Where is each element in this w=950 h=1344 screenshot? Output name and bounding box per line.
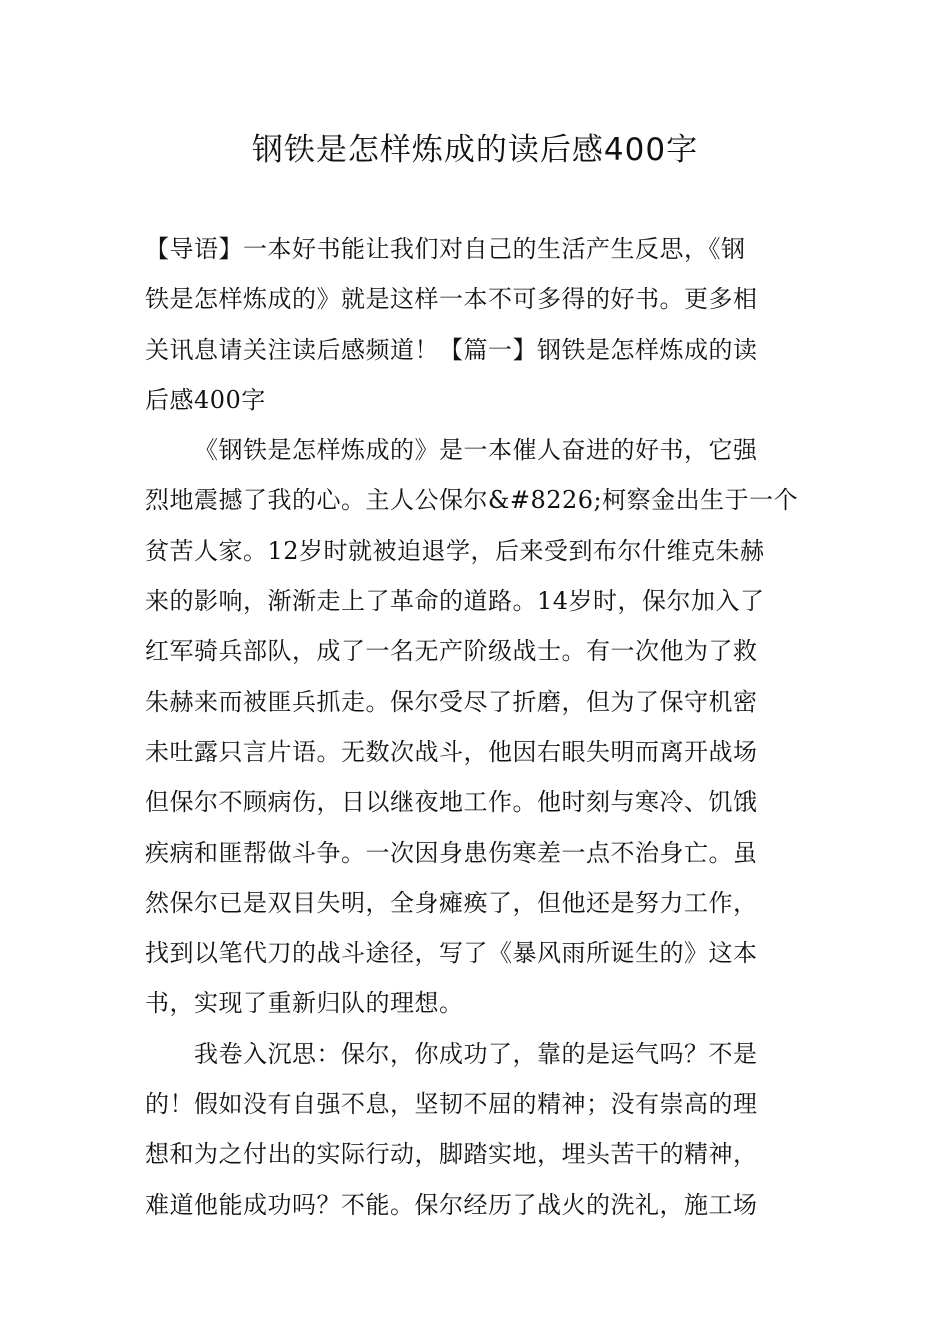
text-line: 但保尔不顾病伤，日以继夜地工作。他时刻与寒冷、饥饿 <box>145 788 758 817</box>
document-title: 钢铁是怎样炼成的读后感400字 <box>251 132 699 168</box>
text-line: 想和为之付出的实际行动，脚踏实地，埋头苦干的精神， <box>145 1140 758 1169</box>
text-line: 难道他能成功吗？不能。保尔经历了战火的洗礼，施工场 <box>145 1190 758 1219</box>
text-line: 然保尔已是双目失明，全身瘫痪了，但他还是努力工作， <box>145 888 758 917</box>
text-line: 红军骑兵部队，成了一名无产阶级战士。有一次他为了救 <box>145 637 758 666</box>
text-line: 贫苦人家。12岁时就被迫退学，后来受到布尔什维克朱赫 <box>145 536 765 565</box>
paragraph-first-line: 《钢铁是怎样炼成的》是一本催人奋进的好书，它强 <box>194 436 758 465</box>
text-line: 【导语】一本好书能让我们对自己的生活产生反思，《钢 <box>145 235 746 263</box>
text-line: 关讯息请关注读后感频道！【篇一】钢铁是怎样炼成的读 <box>145 335 758 364</box>
text-line: 朱赫来而被匪兵抓走。保尔受尽了折磨，但为了保守机密 <box>145 687 758 716</box>
text-line: 的！假如没有自强不息，坚韧不屈的精神；没有崇高的理 <box>145 1090 758 1119</box>
text-line: 书，实现了重新归队的理想。 <box>145 989 464 1018</box>
text-line: 烈地震撼了我的心。主人公保尔&#8226;柯察金出生于一个 <box>145 486 799 515</box>
document-body <box>145 224 807 1230</box>
text-line: 后感400字 <box>145 385 266 414</box>
text-line: 找到以笔代刀的战斗途径，写了《暴风雨所诞生的》这本 <box>145 939 758 968</box>
text-line: 铁是怎样炼成的》就是这样一本不可多得的好书。更多相 <box>145 285 758 314</box>
text-line: 疾病和匪帮做斗争。一次因身患伤寒差一点不治身亡。虽 <box>145 838 758 867</box>
text-line: 未吐露只言片语。无数次战斗，他因右眼失明而离开战场 <box>145 737 758 766</box>
text-line: 来的影响，渐渐走上了革命的道路。14岁时，保尔加入了 <box>145 587 765 616</box>
paragraph-first-line: 我卷入沉思：保尔，你成功了，靠的是运气吗？不是 <box>194 1039 758 1068</box>
